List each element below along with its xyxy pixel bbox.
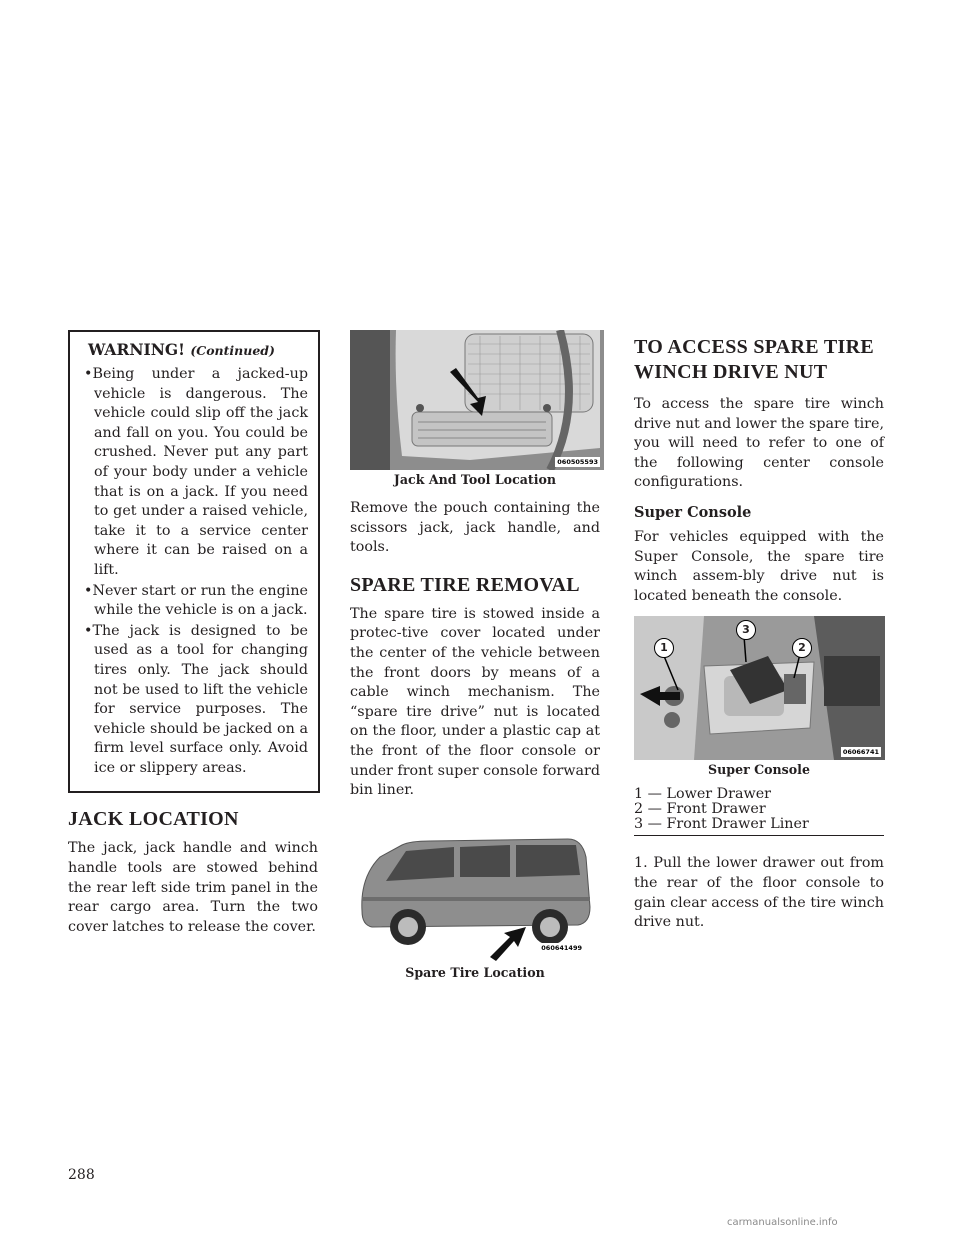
super-console-text: For vehicles equipped with the Super Console, the spare tire winch assem-bly drive nut is located beneath the console. [634,528,884,604]
warning-list [82,365,308,778]
jack-tool-figure [350,330,604,470]
spare-tire-figure [350,827,604,963]
figure-code: 060505593 [557,458,598,466]
callout-2: 2 [792,638,812,658]
figure-caption: Super Console [708,762,810,778]
legend-item: 2 — Front Drawer [634,801,766,818]
column-right [634,330,884,933]
access-text: To access the spare tire winch drive nut and lower the spare tire, you will need to refer to one of the following center console configurations. [634,396,885,491]
jack-location-heading: JACK LOCATION [68,808,239,831]
callout-3: 3 [736,620,756,640]
legend-item: 3 — Front Drawer Liner [634,816,809,833]
figure-code: 060641499 [541,943,582,952]
watermark: carmanualsonline.info [727,1217,838,1228]
remove-text: Remove the pouch containing the scissors jack, jack handle, and tools. [350,500,600,556]
figure-caption: Jack And Tool Location [393,472,557,487]
callout-1: 1 [654,638,674,658]
warning-title [88,340,308,359]
access-heading-line2: WINCH DRIVE NUT [634,361,828,383]
column-left [68,330,318,937]
jack-location-text: The jack, jack handle and winch handle tools are stowed behind the rear left side trim panel in the rear cargo area. Turn the two cover latches to release the cover. [68,840,318,935]
warning-box [68,330,320,793]
figure-code: 06066741 [842,748,879,757]
spare-removal-heading: SPARE TIRE REMOVAL [350,573,580,596]
jack-tool-illustration [350,330,604,470]
warning-item: • Being under a jacked-up vehicle is dangerous. The vehicle could slip off the jack and fall on you. You could be crushed. Never put any part of your body under a vehicle that is on a jack. If you need to get under a raised vehicle, take it to a service center where it can be raised on a lift. [82,365,308,581]
super-console-figure [634,616,885,760]
console-illustration [634,616,885,760]
super-console-subheading: Super Console [634,503,752,521]
warning-continued: (Continued) [190,343,275,358]
step-1-text: 1. Pull the lower drawer out from the rear of the floor console to gain clear access of the tire winch drive nut. [634,855,884,931]
access-heading-line1: TO ACCESS SPARE TIRE [634,336,874,358]
warning-item: • The jack is designed to be used as a tool for changing tires only. The jack should not be used to lift the vehicle for service purposes. The vehicle should be jacked on a firm level surface only. Avoid ice or slippery areas. [82,622,308,779]
spare-removal-text: The spare tire is stowed inside a protec-tive cover located under the center of the vehicle between the front doors by means of a cable winch mechanism. The “spare tire drive” nut is located on the floor, under a plastic cap at the front of the floor console or under front super console forward bin liner. [350,605,601,799]
console-legend [634,787,884,832]
legend-item: 1 — Lower Drawer [634,786,772,803]
page-number: 288 [68,1167,95,1183]
access-heading [634,335,884,385]
warning-label: WARNING! [88,340,185,359]
column-middle [350,330,600,980]
figure-caption: Spare Tire Location [405,964,545,980]
warning-item: • Never start or run the engine while the vehicle is on a jack. [82,582,308,621]
legend-rule [634,835,884,836]
